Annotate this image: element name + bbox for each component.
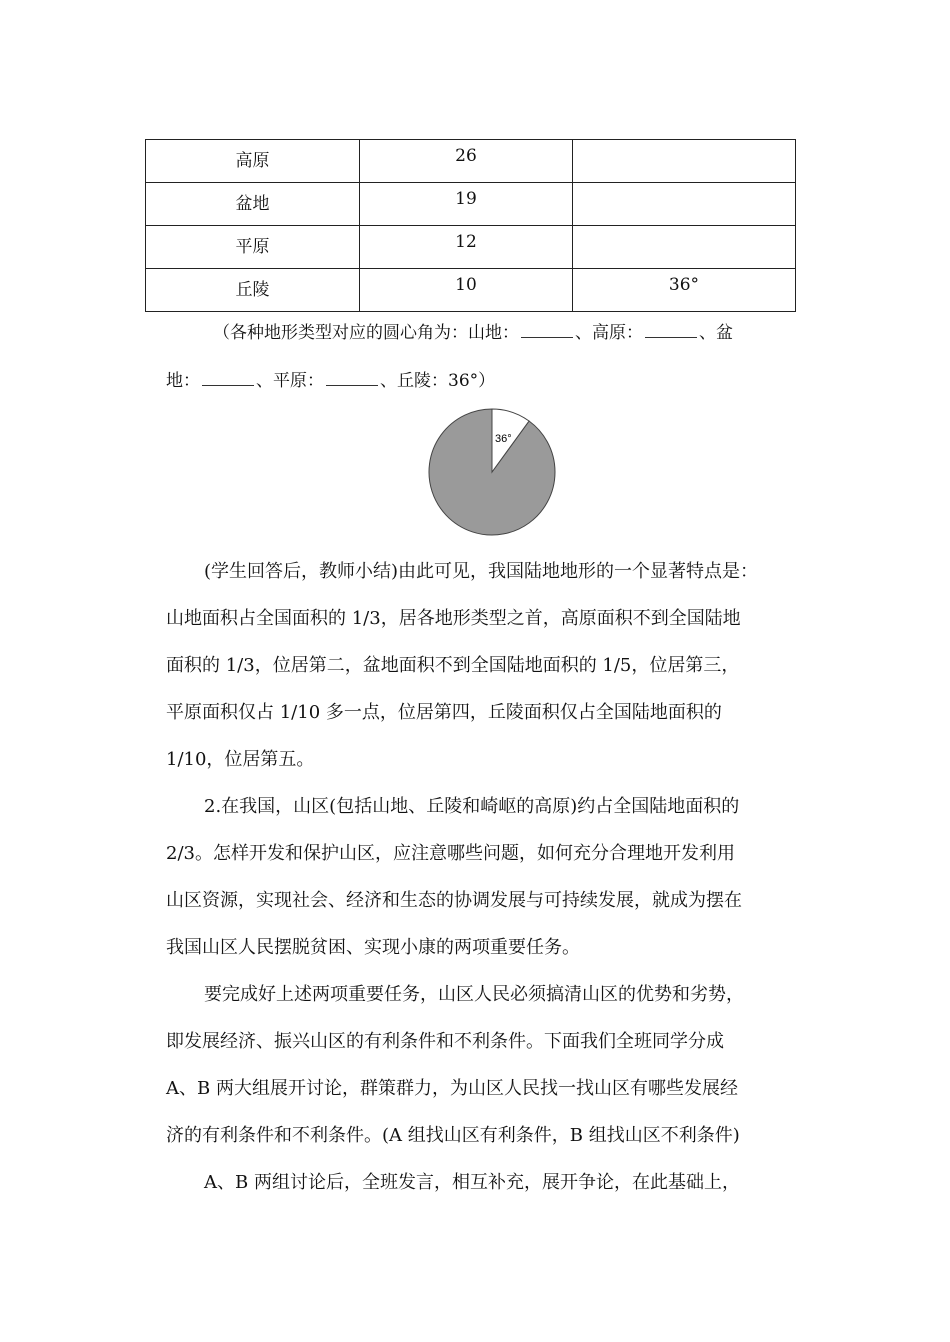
- paragraph-line: 面积的 1/3，位居第二，盆地面积不到全国陆地面积的 1/5，位居第三，: [166, 655, 740, 676]
- paragraph-line: A、B 两组讨论后，全班发言，相互补充，展开争论，在此基础上，: [204, 1172, 740, 1193]
- note-text: （各种地形类型对应的圆心角为：山地：: [213, 323, 519, 343]
- angle-cell: [573, 183, 796, 226]
- paragraph-line: 山地面积占全国面积的 1/3，居各地形类型之首，高原面积不到全国陆地: [166, 608, 741, 629]
- angle-note-line-1: [213, 318, 843, 343]
- pie-slice-label: 36°: [495, 433, 512, 445]
- note-text: 、丘陵：36°）: [380, 371, 496, 391]
- table-row: [146, 226, 796, 269]
- answer-blank-plain[interactable]: [326, 367, 378, 386]
- terrain-cell: 平原: [146, 226, 360, 269]
- note-text: 、盆: [699, 323, 733, 343]
- answer-blank-mountain[interactable]: [521, 319, 573, 338]
- paragraph-line: 我国山区人民摆脱贫困、实现小康的两项重要任务。: [166, 937, 580, 958]
- terrain-cell: 盆地: [146, 183, 360, 226]
- paragraph-line: 2.在我国，山区(包括山地、丘陵和崎岖的高原)约占全国陆地面积的: [204, 796, 740, 817]
- percent-cell: 26: [360, 140, 573, 183]
- terrain-cell: 高原: [146, 140, 360, 183]
- percent-cell: 10: [360, 269, 573, 312]
- paragraph-line: A、B 两大组展开讨论，群策群力，为山区人民找一找山区有哪些发展经: [166, 1078, 738, 1099]
- paragraph-line: 1/10，位居第五。: [166, 749, 315, 770]
- pie-chart: [425, 406, 565, 538]
- terrain-cell: 丘陵: [146, 269, 360, 312]
- paragraph-line: 要完成好上述两项重要任务，山区人民必须搞清山区的优势和劣势，: [204, 984, 744, 1005]
- percent-cell: 12: [360, 226, 573, 269]
- terrain-table: [145, 139, 796, 312]
- table-row: [146, 183, 796, 226]
- answer-blank-plateau[interactable]: [645, 319, 697, 338]
- paragraph-line: 2/3。怎样开发和保护山区，应注意哪些问题，如何充分合理地开发利用: [166, 843, 735, 864]
- angle-note-line-2: [166, 366, 796, 391]
- table-row: [146, 140, 796, 183]
- note-text: 、高原：: [575, 323, 643, 343]
- note-text: 、平原：: [256, 371, 324, 391]
- paragraph-line: 平原面积仅占 1/10 多一点，位居第四，丘陵面积仅占全国陆地面积的: [166, 702, 722, 723]
- angle-cell: 36°: [573, 269, 796, 312]
- paragraph-summary: [166, 548, 796, 1206]
- answer-blank-basin[interactable]: [202, 367, 254, 386]
- paragraph-line: 山区资源，实现社会、经济和生态的协调发展与可持续发展，就成为摆在: [166, 890, 742, 911]
- paragraph-line: 即发展经济、振兴山区的有利条件和不利条件。下面我们全班同学分成: [166, 1031, 724, 1052]
- percent-cell: 19: [360, 183, 573, 226]
- note-text: 地：: [166, 371, 200, 391]
- angle-cell: [573, 226, 796, 269]
- table-row: [146, 269, 796, 312]
- paragraph-line: 济的有利条件和不利条件。(A 组找山区有利条件，B 组找山区不利条件): [166, 1125, 740, 1146]
- paragraph-line: (学生回答后，教师小结)由此可见，我国陆地地形的一个显著特点是：: [204, 561, 759, 582]
- angle-cell: [573, 140, 796, 183]
